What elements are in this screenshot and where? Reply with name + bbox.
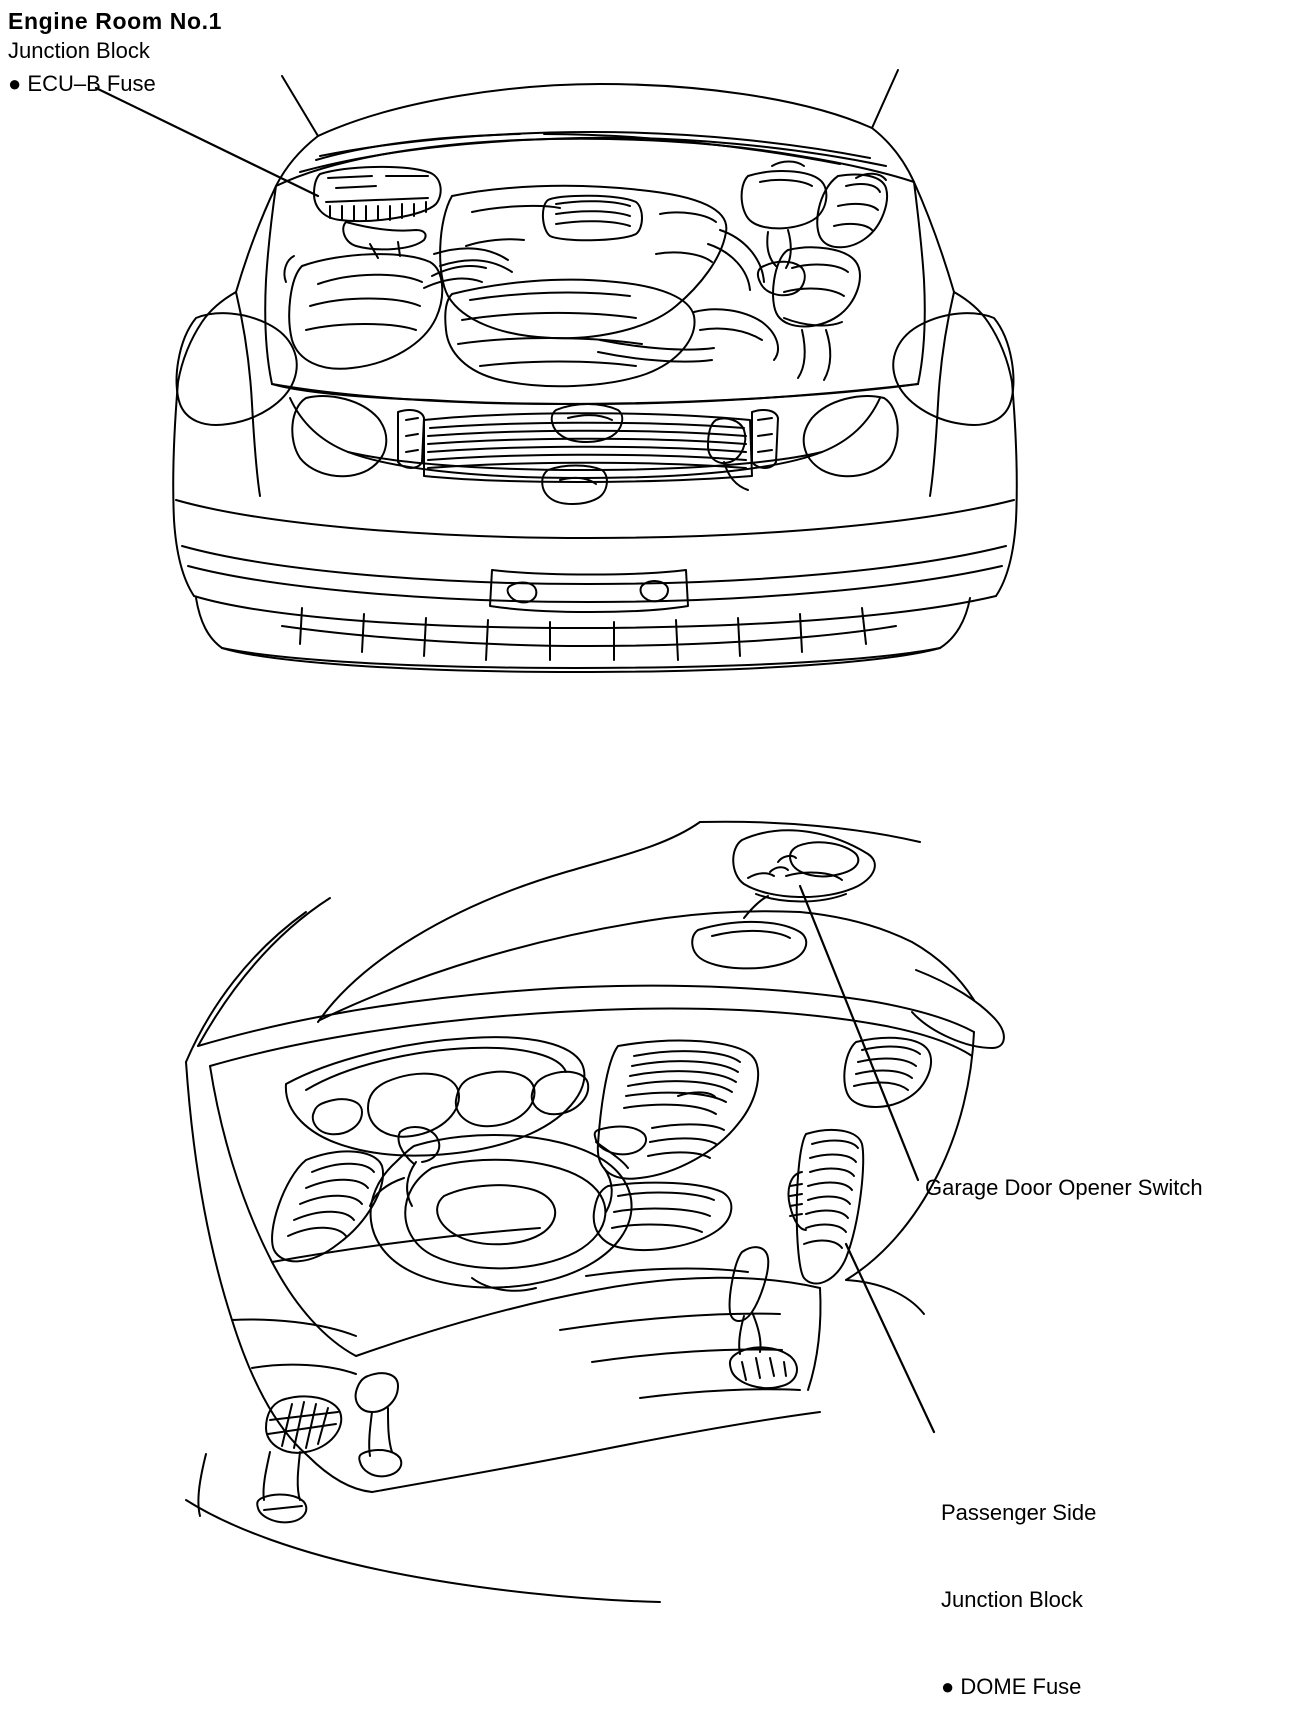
leader-line-garage-door [800, 886, 918, 1180]
callout-engine-room-title: Engine Room No.1 [8, 8, 223, 34]
callout-engine-room-subtitle: Junction Block [8, 38, 150, 63]
callout-dome-fuse: ● DOME Fuse [941, 1674, 1082, 1700]
front-view-engine-compartment [173, 70, 1017, 672]
callout-passenger-side-junction-block [941, 1440, 1096, 1730]
leader-line-ecub [96, 88, 318, 196]
callout-passenger-line1: Passenger Side [941, 1500, 1097, 1526]
callout-garage-door-opener-switch: Garage Door Opener Switch [925, 1175, 1203, 1200]
instrument-panel-interior-view [186, 822, 1004, 1602]
callout-ecub-fuse: ● ECU–B Fuse [8, 71, 156, 96]
callout-passenger-line2: Junction Block [941, 1587, 1083, 1613]
